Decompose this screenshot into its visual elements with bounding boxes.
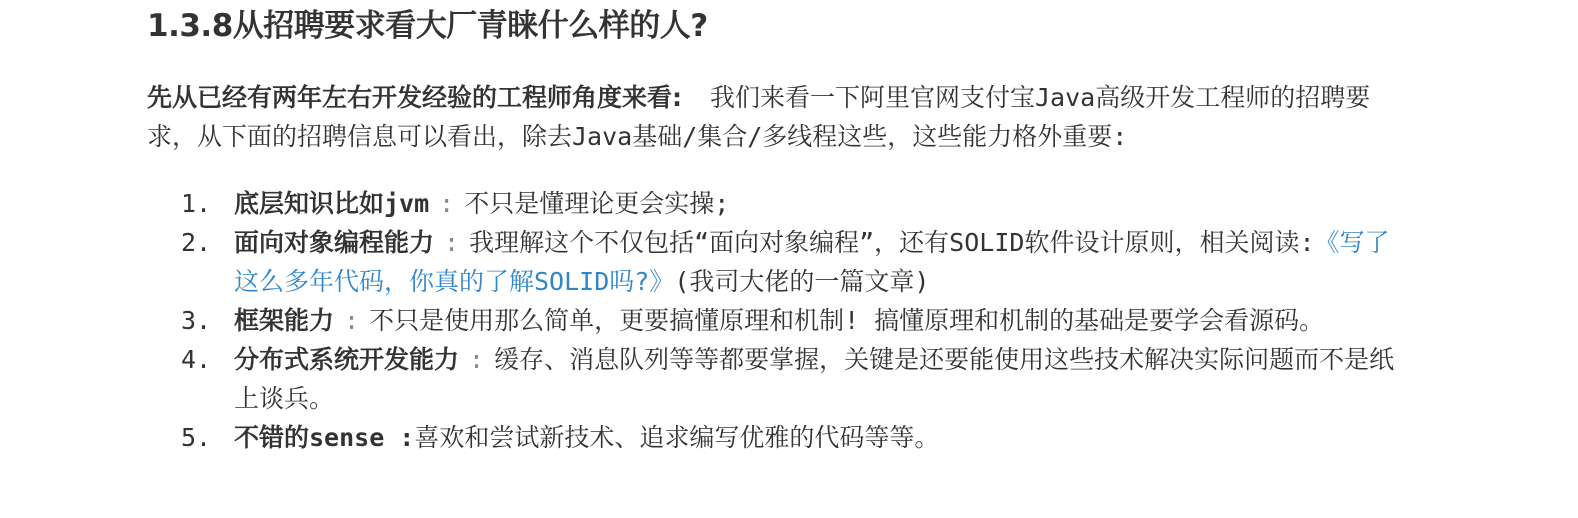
list-item-text: 不只是懂理论更会实操;	[464, 189, 730, 218]
list-item	[147, 340, 1412, 418]
list-number: 2.	[181, 228, 212, 257]
term-separator: :	[344, 306, 360, 335]
list-item	[147, 301, 1412, 340]
list-number: 5.	[181, 423, 212, 452]
list-item-term: 框架能力	[234, 306, 335, 335]
list-item	[147, 223, 1412, 301]
list-item-text: 喜欢和尝试新技术、追求编写优雅的代码等等。	[414, 423, 940, 452]
list-item-tail: (我司大佬的一篇文章)	[674, 267, 930, 296]
list-item	[147, 184, 1412, 223]
term-separator: :	[439, 189, 455, 218]
list-item-term: 不错的sense :	[234, 423, 415, 452]
list-item-text: 缓存、消息队列等等都要掌握，关键是还要能使用这些技术解决实际问题而不是纸上谈兵。	[234, 345, 1395, 413]
list-number: 4.	[181, 345, 212, 374]
list-item-term: 面向对象编程能力	[234, 228, 435, 257]
list-item-term: 分布式系统开发能力	[234, 345, 460, 374]
list-item-text: 不只是使用那么简单，更要搞懂原理和机制! 搞懂原理和机制的基础是要学会看源码。	[369, 306, 1325, 335]
list-number: 3.	[181, 306, 212, 335]
intro-paragraph	[147, 78, 1412, 156]
list-item-text: 我理解这个不仅包括“面向对象编程”，还有SOLID软件设计原则，相关阅读:	[469, 228, 1315, 257]
term-separator: :	[469, 345, 485, 374]
intro-text: 我们来看一下阿里官网支付宝Java高级开发工程师的招聘要求，从下面的招聘信息可以看出，除去Java基础/集合/多线程这些，这些能力格外重要:	[147, 83, 1371, 151]
intro-bold-lead: 先从已经有两年左右开发经验的工程师角度来看:	[147, 83, 682, 112]
solid-article-link[interactable]: 《写了这么多年代码，你真的了解SOLID吗?》	[234, 228, 1390, 296]
section-heading: 1.3.8从招聘要求看大厂青睐什么样的人?	[147, 8, 708, 44]
requirements-list	[147, 184, 1412, 457]
article-body	[147, 0, 1412, 457]
term-separator: :	[444, 228, 460, 257]
list-item	[147, 418, 1412, 457]
list-number: 1.	[181, 189, 212, 218]
list-item-term: 底层知识比如jvm	[234, 189, 430, 218]
